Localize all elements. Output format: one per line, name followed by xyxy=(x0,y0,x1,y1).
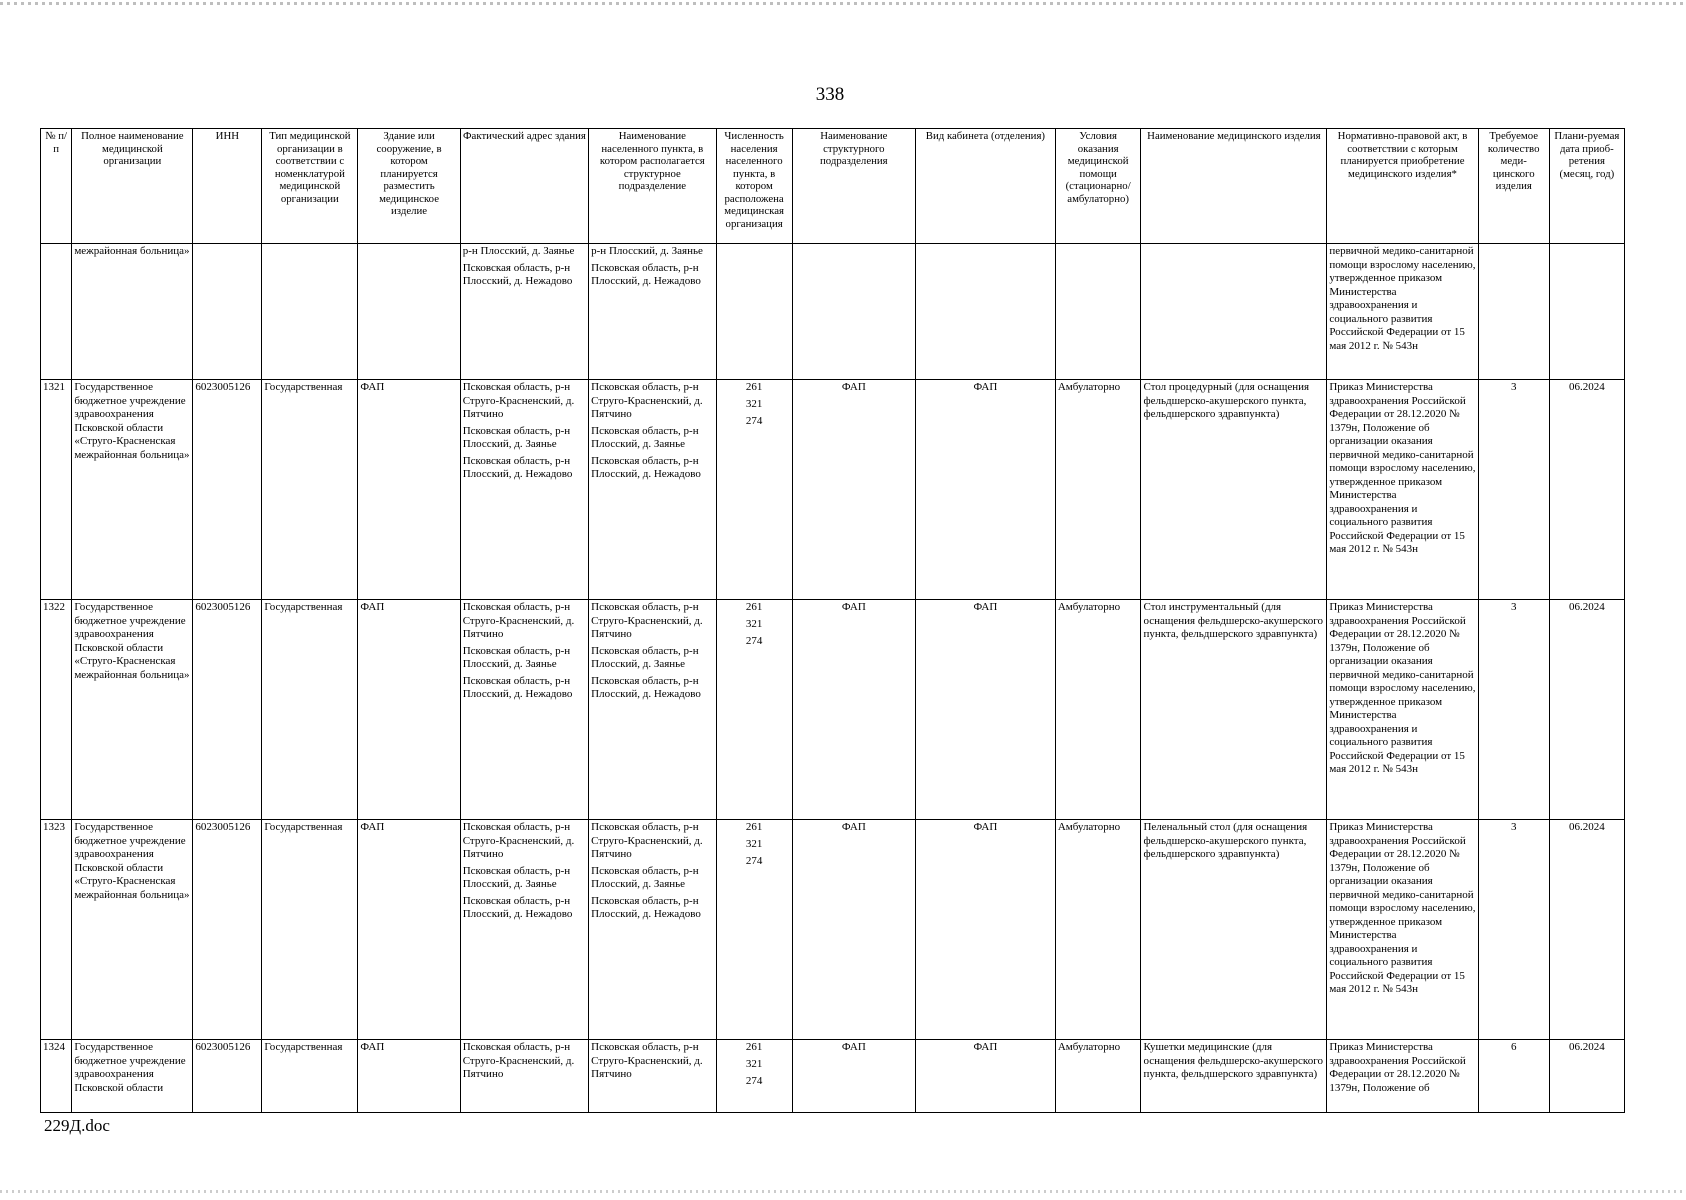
cell-qty: 3 xyxy=(1478,820,1549,1040)
cell-settlement xyxy=(589,1040,716,1113)
table-row-1322 xyxy=(41,600,1625,820)
cell-population xyxy=(716,1040,792,1113)
settlement-line: Псковская область, р-н Плосский, д. Заянье xyxy=(591,644,699,670)
cell-inn: 6023005126 xyxy=(193,1040,262,1113)
cell-conditions: Амбулаторно xyxy=(1055,1040,1141,1113)
cell-unit: ФАП xyxy=(792,820,915,1040)
header-qty: Требуемое количество меди-цинского изделия xyxy=(1478,129,1549,244)
address-line: Псковская область, р-н Струго-Красненский, д. Пятчино xyxy=(462,1041,575,1080)
cell-building: ФАП xyxy=(358,820,460,1040)
settlement-line: р-н Плосский, д. Заянье xyxy=(591,245,703,257)
settlement-line: Псковская область, р-н Струго-Красненский, д. Пятчино xyxy=(591,821,703,860)
cell-org: Государственное бюджетное учреждение здравоохранения Псковской области «Струго-Красненская межрайонная больница» xyxy=(72,380,193,600)
address-line: Псковская область, р-н Плосский, д. Заянье xyxy=(462,644,571,670)
population-value: 274 xyxy=(745,1075,763,1087)
cell-cabinet: ФАП xyxy=(915,820,1055,1040)
address-line: Псковская область, р-н Струго-Красненский, д. Пятчино xyxy=(462,381,575,420)
table-row-1321 xyxy=(41,380,1625,600)
cell-building: ФАП xyxy=(358,600,460,820)
cell-type: Государственная xyxy=(262,1040,358,1113)
cell-org: Государственное бюджетное учреждение здравоохранения Псковской области «Струго-Красненская межрайонная больница» xyxy=(72,820,193,1040)
cell-act: Приказ Министерства здравоохранения Российской Федерации от 28.12.2020 № 1379н, Положение об организации оказания первичной медико-санитарной помощи взрослому населению, утвержденное приказом Министерства здравоохранения и социального развития Российской Федерации от 15 мая 2012 г. № 543н xyxy=(1327,820,1478,1040)
header-act: Нормативно-правовой акт, в соответствии с которым планируется приобретение медицинского изделия* xyxy=(1327,129,1478,244)
cell-unit: ФАП xyxy=(792,600,915,820)
address-line: Псковская область, р-н Струго-Красненский, д. Пятчино xyxy=(462,601,575,640)
cell-building: ФАП xyxy=(358,380,460,600)
settlement-line: Псковская область, р-н Струго-Красненский, д. Пятчино xyxy=(591,381,703,420)
settlement-line: Псковская область, р-н Струго-Красненский, д. Пятчино xyxy=(591,1041,703,1080)
cell-device: Пеленальный стол (для оснащения фельдшерско-акушерского пункта, фельдшерского здравпункта) xyxy=(1141,820,1327,1040)
cell-date: 06.2024 xyxy=(1549,820,1624,1040)
population-value: 261 xyxy=(745,1041,763,1053)
cell-conditions: Амбулаторно xyxy=(1055,380,1141,600)
cell-num: 1321 xyxy=(41,380,72,600)
settlement-line: Псковская область, р-н Плосский, д. Нежадово xyxy=(591,894,701,920)
address-line: Псковская область, р-н Плосский, д. Нежадово xyxy=(462,674,573,700)
address-line: Псковская область, р-н Плосский, д. Заянье xyxy=(462,424,571,450)
cell-type: Государственная xyxy=(262,380,358,600)
cell-inn: 6023005126 xyxy=(193,380,262,600)
settlement-line: Псковская область, р-н Плосский, д. Заянье xyxy=(591,864,699,890)
cell-qty: 3 xyxy=(1478,600,1549,820)
settlement-line: Псковская область, р-н Плосский, д. Нежадово xyxy=(591,261,701,287)
cell-address xyxy=(460,820,588,1040)
cell-org: Государственное бюджетное учреждение здравоохранения Псковской области «Струго-Красненская межрайонная больница» xyxy=(72,600,193,820)
address-line: р-н Плосский, д. Заянье xyxy=(462,245,575,257)
cell-date: 06.2024 xyxy=(1549,600,1624,820)
address-line: Псковская область, р-н Плосский, д. Нежадово xyxy=(462,894,573,920)
cell-type: Государственная xyxy=(262,600,358,820)
cell-address xyxy=(460,600,588,820)
settlement-line: Псковская область, р-н Плосский, д. Заянье xyxy=(591,424,699,450)
settlement-line: Псковская область, р-н Плосский, д. Нежадово xyxy=(591,674,701,700)
scan-edge-bottom xyxy=(0,1190,1686,1193)
population-value: 321 xyxy=(745,618,763,630)
cell-device: Стол инструментальный (для оснащения фельдшерско-акушерского пункта, фельдшерского здравпункта) xyxy=(1141,600,1327,820)
cell-qty: 6 xyxy=(1478,1040,1549,1113)
cell-org: Государственное бюджетное учреждение здравоохранения Псковской области xyxy=(72,1040,193,1113)
cell-inn xyxy=(193,244,262,380)
header-population: Численность населения населенного пункта, в котором расположена медицинская организация xyxy=(716,129,792,244)
header-address: Фактический адрес здания xyxy=(460,129,588,244)
page-number: 338 xyxy=(815,84,845,105)
cell-unit: ФАП xyxy=(792,380,915,600)
header-date: Плани-руемая дата приоб-ретения (месяц, год) xyxy=(1549,129,1624,244)
cell-type: Государственная xyxy=(262,820,358,1040)
cell-act: Приказ Министерства здравоохранения Российской Федерации от 28.12.2020 № 1379н, Положение об xyxy=(1327,1040,1478,1113)
cell-settlement xyxy=(589,600,716,820)
settlement-line: Псковская область, р-н Плосский, д. Нежадово xyxy=(591,454,701,480)
cell-act: Приказ Министерства здравоохранения Российской Федерации от 28.12.2020 № 1379н, Положение об организации оказания первичной медико-санитарной помощи взрослому населению, утвержденное приказом Министерства здравоохранения и социального развития Российской Федерации от 15 мая 2012 г. № 543н xyxy=(1327,600,1478,820)
cell-population xyxy=(716,244,792,380)
cell-qty xyxy=(1478,244,1549,380)
population-value: 274 xyxy=(745,415,763,427)
population-value: 274 xyxy=(745,635,763,647)
table-row-1324 xyxy=(41,1040,1625,1113)
cell-settlement xyxy=(589,380,716,600)
cell-org: межрайонная больница» xyxy=(72,244,193,380)
scan-edge-top xyxy=(0,2,1686,5)
header-org: Полное наименование медицинской организации xyxy=(72,129,193,244)
cell-qty: 3 xyxy=(1478,380,1549,600)
cell-address xyxy=(460,244,588,380)
population-value: 321 xyxy=(745,838,763,850)
header-settlement: Наименование населенного пункта, в котором располагается структурное подразделение xyxy=(589,129,716,244)
address-line: Псковская область, р-н Плосский, д. Нежадово xyxy=(462,454,573,480)
population-value: 261 xyxy=(745,821,763,833)
header-type: Тип медицинской организации в соответствии с номенклатурой медицинской организации xyxy=(262,129,358,244)
cell-population xyxy=(716,600,792,820)
cell-conditions xyxy=(1055,244,1141,380)
cell-device xyxy=(1141,244,1327,380)
cell-unit: ФАП xyxy=(792,1040,915,1113)
cell-cabinet: ФАП xyxy=(915,600,1055,820)
cell-num: 1323 xyxy=(41,820,72,1040)
header-unit: Наименование структурного подразделения xyxy=(792,129,915,244)
population-value: 274 xyxy=(745,855,763,867)
address-line: Псковская область, р-н Плосский, д. Нежадово xyxy=(462,261,573,287)
cell-building: ФАП xyxy=(358,1040,460,1113)
cell-building xyxy=(358,244,460,380)
cell-act: Приказ Министерства здравоохранения Российской Федерации от 28.12.2020 № 1379н, Положение об организации оказания первичной медико-санитарной помощи взрослому населению, утвержденное приказом Министерства здравоохранения и социального развития Российской Федерации от 15 мая 2012 г. № 543н xyxy=(1327,380,1478,600)
cell-address xyxy=(460,380,588,600)
cell-unit xyxy=(792,244,915,380)
cell-population xyxy=(716,380,792,600)
table-row-1323 xyxy=(41,820,1625,1040)
population-value: 321 xyxy=(745,1058,763,1070)
header-device: Наименование медицинского изделия xyxy=(1141,129,1327,244)
cell-num: 1322 xyxy=(41,600,72,820)
population-value: 261 xyxy=(745,381,763,393)
header-conditions: Условия оказания медицинской помощи (стационарно/ амбулаторно) xyxy=(1055,129,1141,244)
cell-population xyxy=(716,820,792,1040)
cell-act: первичной медико-санитарной помощи взрослому населению, утвержденное приказом Министерства здравоохранения и социального развития Российской Федерации от 15 мая 2012 г. № 543н xyxy=(1327,244,1478,380)
cell-settlement xyxy=(589,244,716,380)
cell-address xyxy=(460,1040,588,1113)
cell-conditions: Амбулаторно xyxy=(1055,600,1141,820)
cell-inn: 6023005126 xyxy=(193,820,262,1040)
header-cabinet: Вид кабинета (отделения) xyxy=(915,129,1055,244)
population-value: 261 xyxy=(745,601,763,613)
header-building: Здание или сооружение, в котором планируется разместить медицинское изделие xyxy=(358,129,460,244)
cell-cabinet: ФАП xyxy=(915,380,1055,600)
cell-date: 06.2024 xyxy=(1549,380,1624,600)
cell-date xyxy=(1549,244,1624,380)
address-line: Псковская область, р-н Плосский, д. Заянье xyxy=(462,864,571,890)
cell-cabinet: ФАП xyxy=(915,1040,1055,1113)
cell-settlement xyxy=(589,820,716,1040)
cell-device: Стол процедурный (для оснащения фельдшерско-акушерского пункта, фельдшерского здравпункта) xyxy=(1141,380,1327,600)
table-row-continuation xyxy=(41,244,1625,380)
cell-device: Кушетки медицинские (для оснащения фельдшерско-акушерского пункта, фельдшерского здравпункта) xyxy=(1141,1040,1327,1113)
footer-filename: 229Д.doc xyxy=(44,1116,110,1135)
table-header-row xyxy=(41,129,1625,244)
settlement-line: Псковская область, р-н Струго-Красненский, д. Пятчино xyxy=(591,601,703,640)
population-value: 321 xyxy=(745,398,763,410)
cell-num: 1324 xyxy=(41,1040,72,1113)
cell-conditions: Амбулаторно xyxy=(1055,820,1141,1040)
cell-type xyxy=(262,244,358,380)
cell-date: 06.2024 xyxy=(1549,1040,1624,1113)
header-num: № п/п xyxy=(41,129,72,244)
header-inn: ИНН xyxy=(193,129,262,244)
cell-inn: 6023005126 xyxy=(193,600,262,820)
cell-cabinet xyxy=(915,244,1055,380)
cell-num xyxy=(41,244,72,380)
equipment-table xyxy=(40,128,1625,1113)
address-line: Псковская область, р-н Струго-Красненский, д. Пятчино xyxy=(462,821,575,860)
